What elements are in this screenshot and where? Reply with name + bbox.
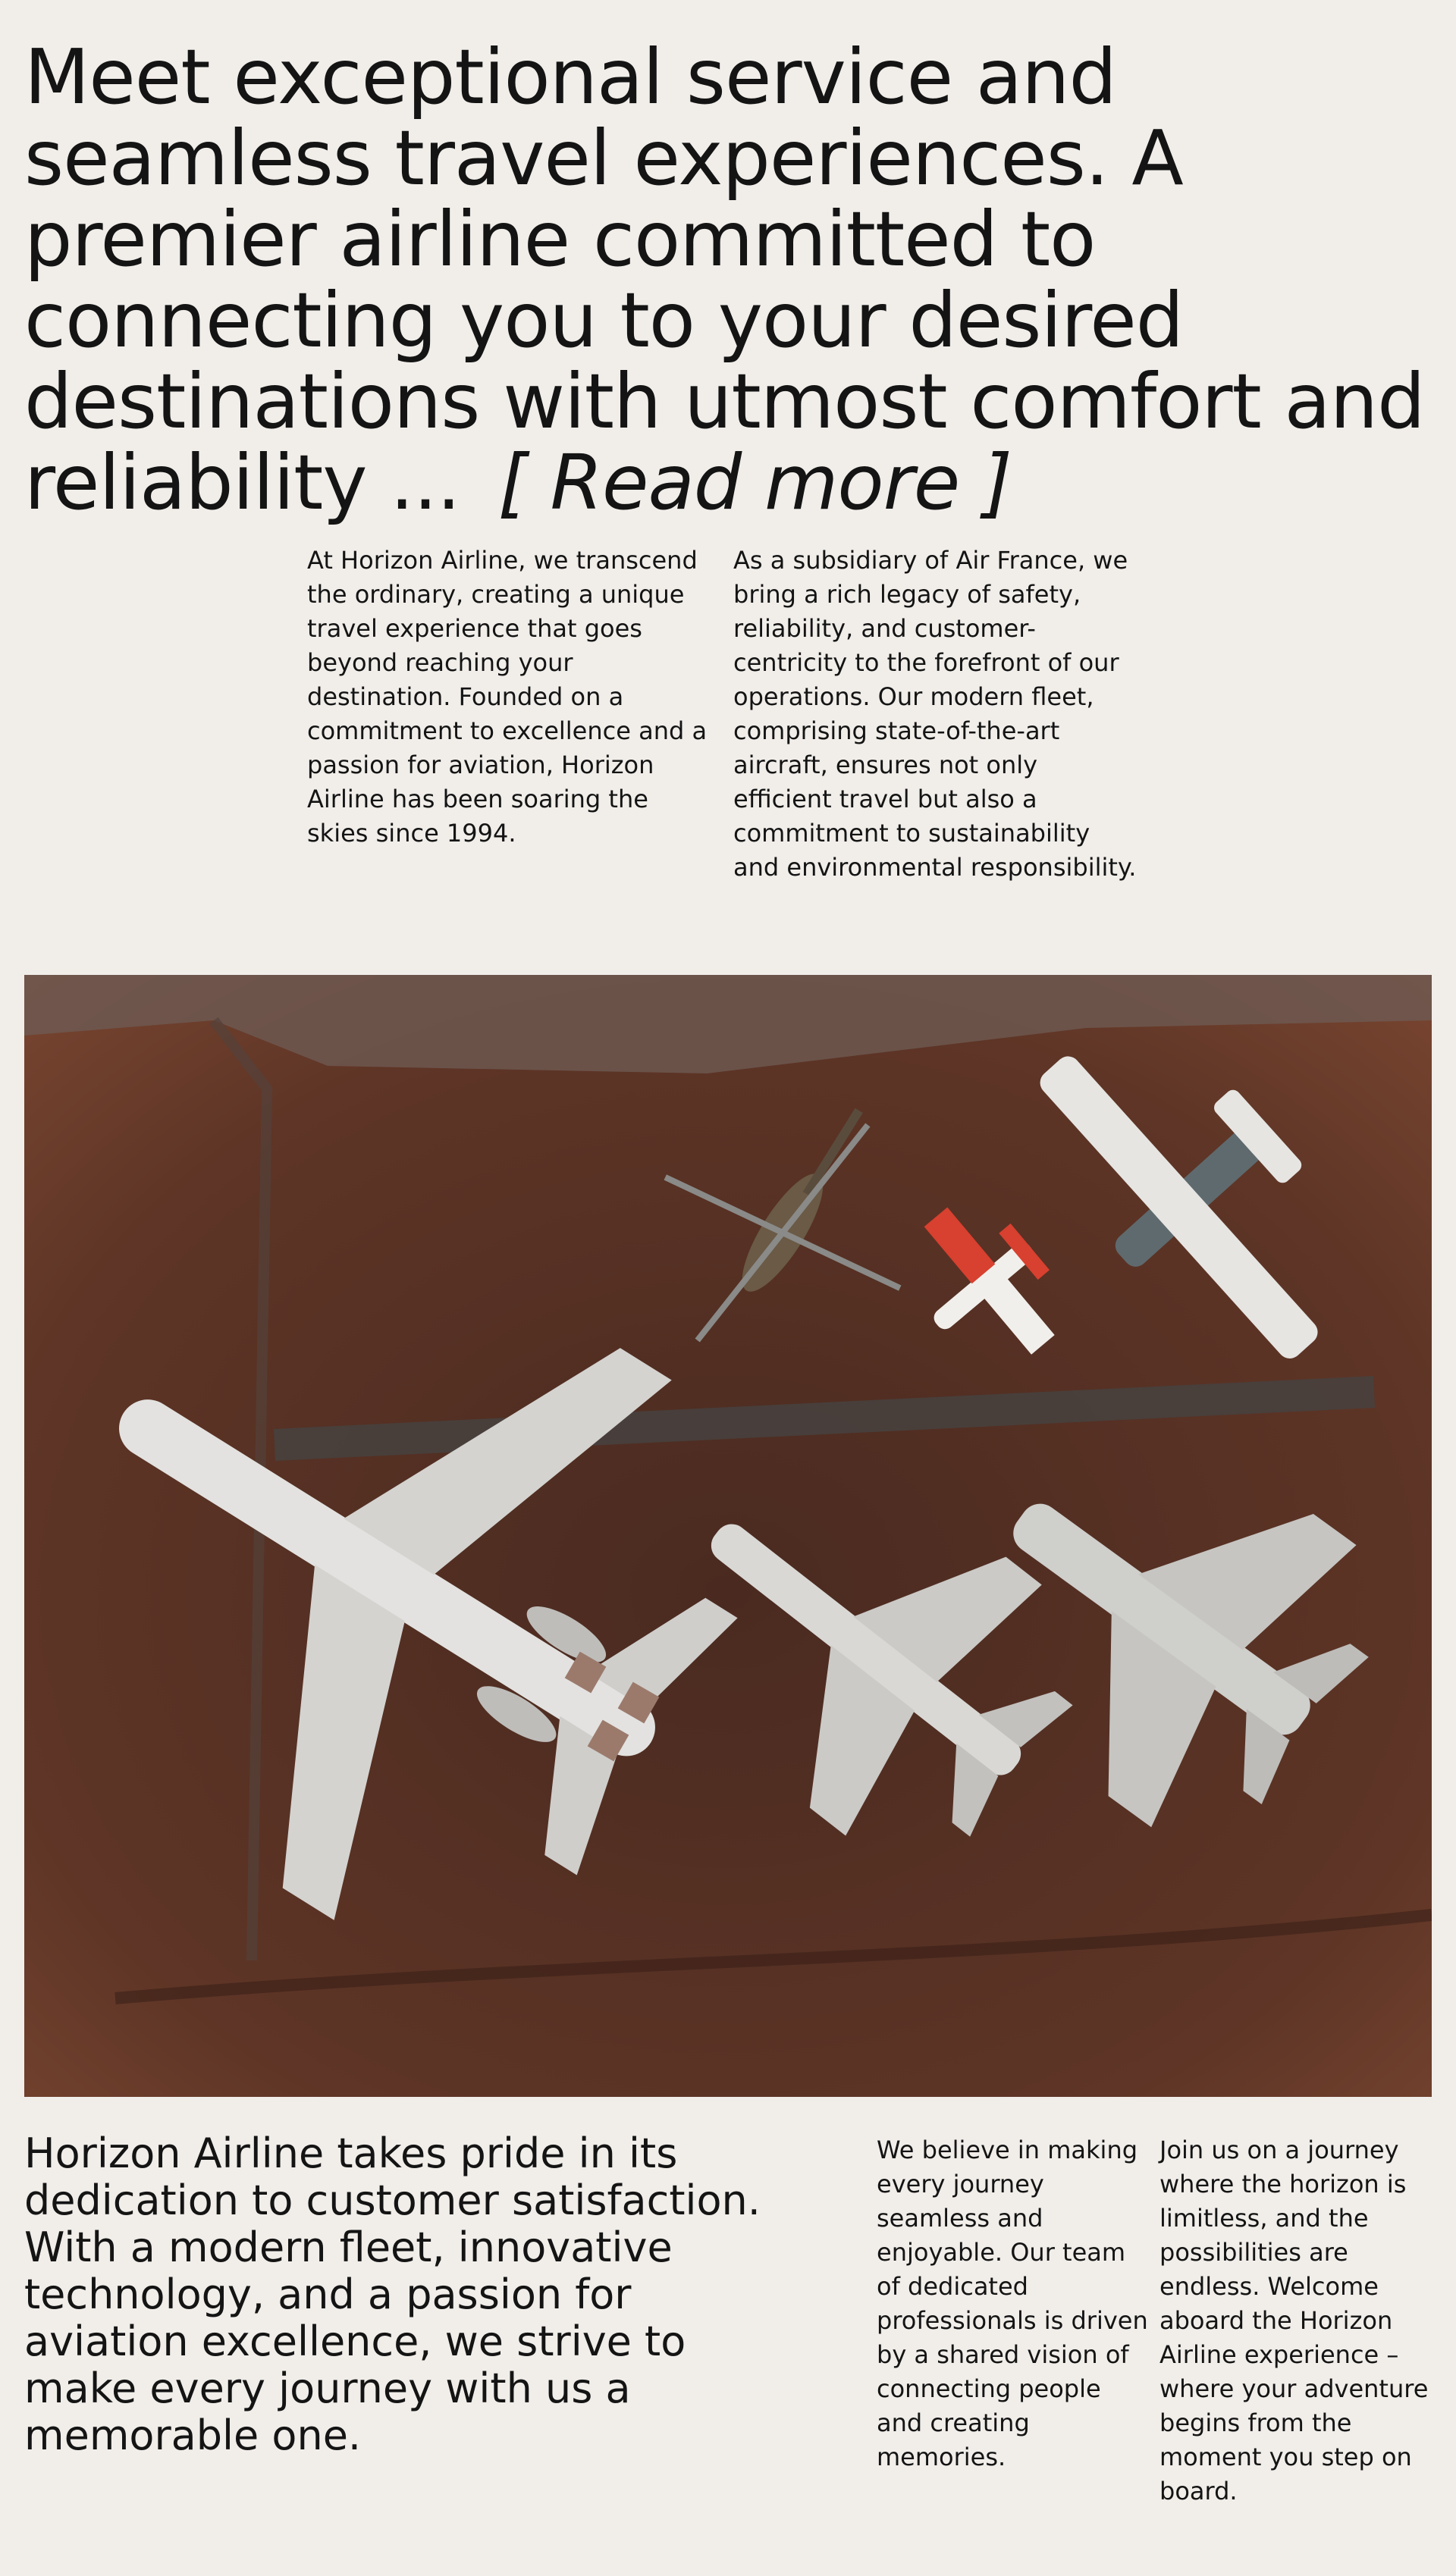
aircraft-aerial-illustration	[24, 975, 1432, 2097]
aircraft-aerial-photo	[24, 975, 1432, 2097]
intro-paragraph-left: At Horizon Airline, we transcend the ordinary, creating a unique travel experience that goes beyond reaching your destination. Founded on a commitment to excellence and a passion for aviation, Horizon Airline has been soaring the skies since 1994.	[307, 546, 708, 848]
intro-paragraph-right: As a subsidiary of Air France, we bring a rich legacy of safety, reliability, and customer-centricity to the forefront of our operations. Our modern fleet, comprising state-of-the-art aircraft, ensures not only efficient travel but also a commitment to sustainability and environmental responsibility.	[733, 546, 1137, 882]
journey-paragraph: Join us on a journey where the horizon is limitless, and the possibilities are endless. Welcome aboard the Horizon Airline experience – where your adventure begins from the moment you step on board.	[1159, 2136, 1429, 2505]
hero-headline-text: Meet exceptional service and seamless travel experiences. A premier airline committed to connecting you to your desired destinations with utmost comfort and reliability ...	[24, 33, 1425, 527]
hero-headline	[24, 33, 1427, 527]
read-more-link[interactable]: [ Read more ]	[497, 438, 1012, 527]
belief-paragraph: We believe in making every journey seamless and enjoyable. Our team of dedicated professionals is driven by a shared vision of connecting people and creating memories.	[877, 2136, 1148, 2471]
pride-statement: Horizon Airline takes pride in its dedication to customer satisfaction. With a modern fleet, innovative technology, and a passion for aviation excellence, we strive to make every journey with us a memorable one.	[24, 2129, 761, 2459]
